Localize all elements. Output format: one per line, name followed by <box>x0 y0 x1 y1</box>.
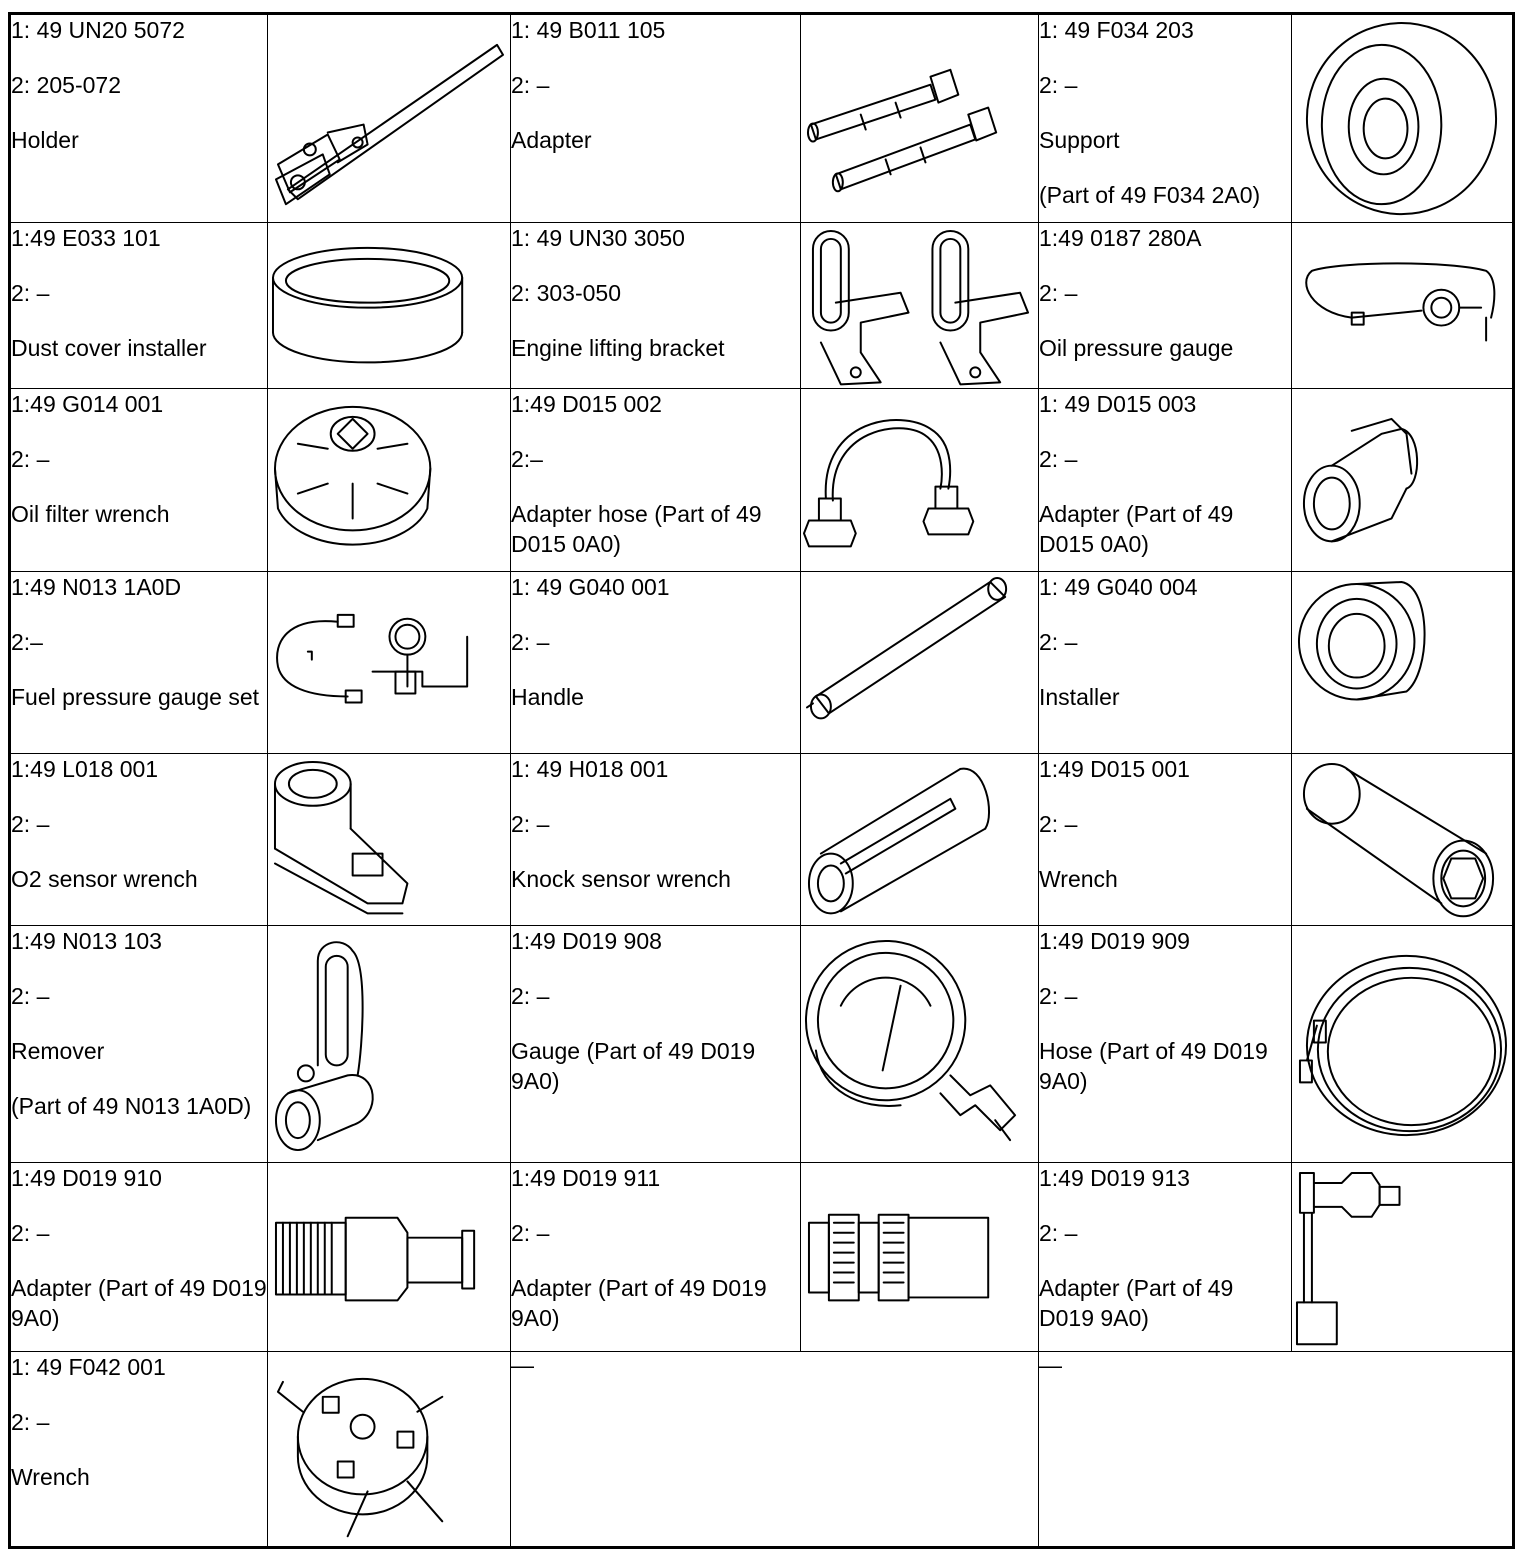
tool-id: 1:49 D019 909 <box>1039 928 1190 955</box>
table-row <box>11 1352 1513 1546</box>
tool-image-cell <box>801 571 1039 753</box>
tool-sst-number: 2:– <box>11 628 43 655</box>
tool-image-cell <box>801 1163 1039 1352</box>
table-row <box>11 753 1513 925</box>
tool-name: Support <box>1039 127 1120 153</box>
handle-icon <box>801 572 1038 753</box>
engine-lifting-bracket-icon <box>801 223 1038 388</box>
tool-sst-number: 2: – <box>511 1220 550 1247</box>
tool-name: Oil filter wrench <box>11 501 170 528</box>
adapter-fitting-icon <box>1292 389 1512 570</box>
tool-id: 1: 49 D015 003 <box>1039 391 1197 418</box>
tool-name: Handle <box>511 683 584 710</box>
fuel-pressure-gauge-set-icon <box>268 572 510 753</box>
three-jaw-wrench-icon <box>268 1352 510 1545</box>
tool-name: Wrench <box>1039 865 1118 892</box>
table-row <box>11 389 1513 571</box>
tool-sst-number: 2: 303-050 <box>511 280 621 307</box>
tool-image-cell <box>801 223 1039 389</box>
tool-id: 1:49 D015 001 <box>1039 755 1190 782</box>
tool-sst-number: 2: – <box>11 810 50 837</box>
tool-info-cell <box>11 223 268 389</box>
tool-id: 1:49 D019 911 <box>511 1165 661 1192</box>
tool-name: Adapter (Part of 49 D019 9A0) <box>1039 1275 1234 1332</box>
tool-name: Holder <box>11 127 79 153</box>
tool-info-cell <box>511 753 801 925</box>
tool-id: 1:49 G014 001 <box>11 391 164 418</box>
table-row <box>11 571 1513 753</box>
tool-sst-number: 2: – <box>511 72 550 98</box>
tool-id: 1:49 N013 103 <box>11 928 162 955</box>
tool-image-cell <box>1292 15 1513 223</box>
tool-id: 1: 49 G040 001 <box>511 573 670 600</box>
empty-cell <box>1039 1352 1513 1546</box>
table-row <box>11 926 1513 1163</box>
tool-image-cell <box>801 389 1039 571</box>
tool-note: (Part of 49 N013 1A0D) <box>11 1093 252 1120</box>
tool-sst-number: 2: – <box>1039 280 1078 307</box>
tool-info-cell <box>1039 571 1292 753</box>
remover-icon <box>268 926 510 1162</box>
tool-info-cell <box>11 389 268 571</box>
tool-id: 1:49 D019 913 <box>1039 1165 1190 1192</box>
table-row <box>11 223 1513 389</box>
tool-name: Adapter hose (Part of 49 D015 0A0) <box>511 501 762 558</box>
empty-dash: — <box>511 1352 534 1379</box>
tool-name: Knock sensor wrench <box>511 865 731 892</box>
tool-sst-number: 2: – <box>511 810 550 837</box>
tool-image-cell <box>801 753 1039 925</box>
tool-id: 1:49 E033 101 <box>11 225 161 252</box>
tool-name: Adapter (Part of 49 D019 9A0) <box>511 1275 767 1332</box>
tool-sst-number: 2: – <box>11 1409 50 1436</box>
tool-name: Oil pressure gauge <box>1039 335 1234 362</box>
tool-image-cell <box>1292 753 1513 925</box>
holder-icon <box>268 15 510 222</box>
tool-id: 1: 49 H018 001 <box>511 755 669 782</box>
tool-info-cell <box>11 753 268 925</box>
tool-id: 1: 49 G040 004 <box>1039 573 1198 600</box>
pressure-gauge-icon <box>801 926 1038 1162</box>
tool-note: (Part of 49 F034 2A0) <box>1039 182 1261 208</box>
dust-cover-installer-icon <box>268 223 510 388</box>
tool-sst-number: 2: – <box>1039 72 1078 98</box>
tool-id: 1: 49 F034 203 <box>1039 17 1194 43</box>
tool-image-cell <box>268 223 511 389</box>
tool-id: 1:49 0187 280A <box>1039 225 1202 252</box>
tool-id: 1:49 L018 001 <box>11 755 159 782</box>
tool-name: Gauge (Part of 49 D019 9A0) <box>511 1038 756 1095</box>
tool-id: 1: 49 UN30 3050 <box>511 225 685 252</box>
tool-name: O2 sensor wrench <box>11 865 198 892</box>
coiled-hose-icon <box>1292 926 1512 1162</box>
tool-info-cell <box>11 926 268 1163</box>
tool-name: Adapter (Part of 49 D019 9A0) <box>11 1275 267 1332</box>
tool-image-cell <box>268 1163 511 1352</box>
tool-image-cell <box>1292 926 1513 1163</box>
tool-info-cell <box>511 1163 801 1352</box>
tool-name: Adapter <box>511 127 592 153</box>
tool-info-cell <box>511 926 801 1163</box>
tool-info-cell <box>1039 223 1292 389</box>
tool-image-cell <box>1292 1163 1513 1352</box>
tool-info-cell <box>511 15 801 223</box>
elbow-adapter-icon <box>1292 1163 1512 1351</box>
tool-image-cell <box>1292 223 1513 389</box>
table-row <box>11 15 1513 223</box>
tool-id: 1:49 D019 908 <box>511 928 662 955</box>
tool-info-cell <box>11 571 268 753</box>
tool-info-cell <box>1039 15 1292 223</box>
o2-sensor-wrench-icon <box>268 754 510 925</box>
tool-sst-number: 2: – <box>1039 628 1078 655</box>
tool-name: Fuel pressure gauge set <box>11 683 260 710</box>
tool-id: 1:49 D019 910 <box>11 1165 162 1192</box>
tool-id: 1: 49 B011 105 <box>511 17 666 43</box>
tool-image-cell <box>268 389 511 571</box>
tool-id: 1: 49 F042 001 <box>11 1354 166 1381</box>
tool-info-cell <box>511 389 801 571</box>
special-tools-table <box>10 14 1513 1547</box>
tool-image-cell <box>1292 571 1513 753</box>
tool-name: Wrench <box>11 1464 90 1491</box>
tool-info-cell <box>1039 753 1292 925</box>
tool-image-cell <box>268 926 511 1163</box>
oil-filter-wrench-icon <box>268 389 510 570</box>
tool-name: Engine lifting bracket <box>511 335 725 362</box>
tool-sst-number: 2: – <box>511 628 550 655</box>
tool-sst-number: 2: – <box>1039 810 1078 837</box>
tool-sst-number: 2: – <box>11 983 50 1010</box>
empty-dash: — <box>1039 1352 1062 1379</box>
threaded-adapter-icon <box>268 1163 510 1351</box>
installer-icon <box>1292 572 1512 753</box>
tool-sst-number: 2: – <box>11 446 50 473</box>
tool-image-cell <box>1292 389 1513 571</box>
tool-info-cell <box>511 223 801 389</box>
adapter-pins-icon <box>801 15 1038 222</box>
table-row <box>11 1163 1513 1352</box>
tool-image-cell <box>801 926 1039 1163</box>
tool-image-cell <box>801 15 1039 223</box>
tool-id: 1:49 D015 002 <box>511 391 662 418</box>
tool-sst-number: 2: – <box>11 280 50 307</box>
tool-info-cell <box>11 1352 268 1546</box>
tool-name: Remover <box>11 1038 105 1065</box>
tool-id: 1:49 N013 1A0D <box>11 573 182 600</box>
tool-image-cell <box>268 1352 511 1546</box>
tool-info-cell <box>1039 1163 1292 1352</box>
tool-info-cell <box>1039 926 1292 1163</box>
knock-sensor-wrench-icon <box>801 754 1038 925</box>
tool-sst-number: 2: – <box>1039 1220 1078 1247</box>
tool-sst-number: 2: – <box>1039 446 1078 473</box>
tool-image-cell <box>268 753 511 925</box>
tool-name: Dust cover installer <box>11 335 207 362</box>
tool-name: Adapter (Part of 49 D015 0A0) <box>1039 501 1234 558</box>
tool-sst-number: 2: – <box>511 983 550 1010</box>
support-icon <box>1292 15 1512 222</box>
tool-id: 1: 49 UN20 5072 <box>11 17 185 43</box>
socket-wrench-icon <box>1292 754 1512 925</box>
oil-pressure-gauge-icon <box>1292 223 1512 388</box>
tool-info-cell <box>511 571 801 753</box>
quick-coupler-icon <box>801 1163 1038 1351</box>
tool-image-cell <box>268 571 511 753</box>
tool-info-cell <box>11 1163 268 1352</box>
tool-image-cell <box>268 15 511 223</box>
adapter-hose-icon <box>801 389 1038 570</box>
tool-sst-number: 2: – <box>1039 983 1078 1010</box>
tool-name: Hose (Part of 49 D019 9A0) <box>1039 1038 1268 1095</box>
tool-sst-number: 2: – <box>11 1220 50 1247</box>
tool-name: Installer <box>1039 683 1120 710</box>
tool-sst-number: 2:– <box>511 446 543 473</box>
tool-info-cell <box>11 15 268 223</box>
empty-cell <box>511 1352 1039 1546</box>
tool-sst-number: 2: 205-072 <box>11 72 121 98</box>
tool-info-cell <box>1039 389 1292 571</box>
